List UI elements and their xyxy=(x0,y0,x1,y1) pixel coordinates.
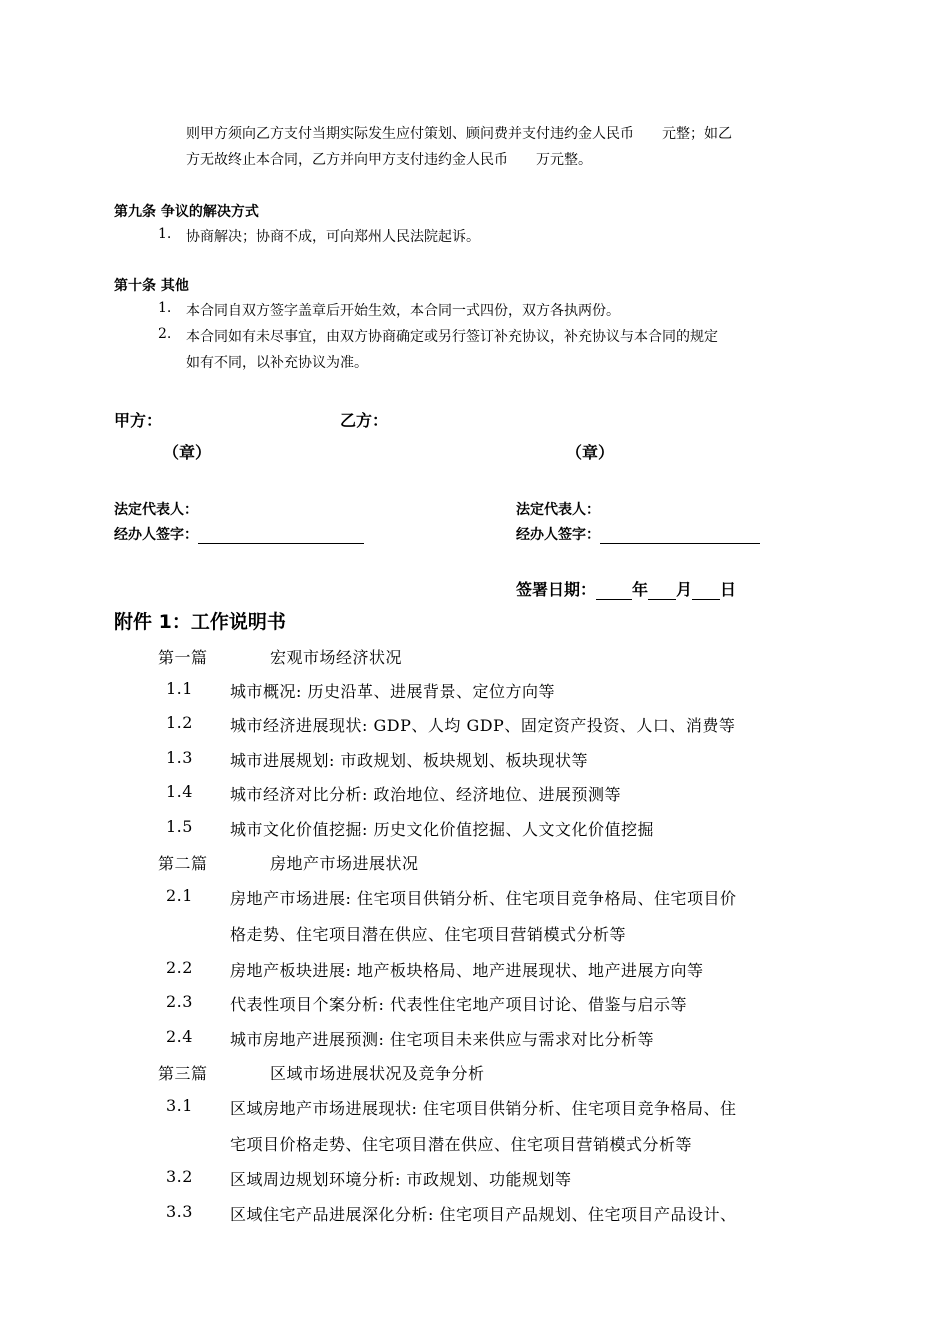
day-label: 日 xyxy=(720,580,737,599)
item-3-1-continuation: 宅项目价格走势、住宅项目潜在供应、住宅项目营销模式分析等 xyxy=(230,1135,693,1154)
chapter-2-title: 房地产市场进展状况 xyxy=(270,854,419,873)
party-a-legal-rep: 法定代表人： xyxy=(114,502,198,518)
item-2-4-text: 城市房地产进展预测: 住宅项目未来供应与需求对比分析等 xyxy=(230,1030,654,1049)
item-1-2-number: 1.2 xyxy=(166,713,193,732)
item-2-1-text: 房地产市场进展: 住宅项目供销分析、住宅项目竞争格局、住宅项目价 xyxy=(230,889,737,908)
party-b-agent-signature xyxy=(516,524,760,544)
party-b-seal: （章） xyxy=(566,443,615,462)
chapter-2-label: 第二篇 xyxy=(158,854,208,873)
party-a-seal: （章） xyxy=(163,443,212,462)
article-10-item-1-number: 1. xyxy=(158,300,172,316)
article-10-item-1-text: 本合同自双方签字盖章后开始生效，本合同一式四份，双方各执两份。 xyxy=(186,303,620,319)
item-1-5-number: 1.5 xyxy=(166,817,193,836)
party-b-signature-line xyxy=(600,529,760,544)
attachment-title: 附件 1：工作说明书 xyxy=(114,611,286,633)
clause-continuation-line-1: 则甲方须向乙方支付当期实际发生应付策划、顾问费并支付违约金人民币 元整；如乙 xyxy=(186,126,732,142)
signing-date-label: 签署日期： xyxy=(516,580,597,599)
item-1-4-number: 1.4 xyxy=(166,782,193,801)
item-2-2-number: 2.2 xyxy=(166,958,193,977)
item-1-2-text: 城市经济进展现状: GDP、人均 GDP、固定资产投资、人口、消费等 xyxy=(230,716,736,735)
article-10-item-2-text: 本合同如有未尽事宜，由双方协商确定或另行签订补充协议，补充协议与本合同的规定 xyxy=(186,329,718,345)
party-b-label: 乙方： xyxy=(340,411,389,430)
item-2-3-number: 2.3 xyxy=(166,992,193,1011)
party-a-agent-signature xyxy=(114,524,364,544)
item-3-1-number: 3.1 xyxy=(166,1096,193,1115)
item-2-2-text: 房地产板块进展: 地产板块格局、地产进展现状、地产进展方向等 xyxy=(230,961,704,980)
item-1-1-number: 1.1 xyxy=(166,679,193,698)
signing-date xyxy=(516,577,736,600)
item-2-4-number: 2.4 xyxy=(166,1027,193,1046)
article-9-item-text: 协商解决；协商不成，可向郑州人民法院起诉。 xyxy=(186,229,480,245)
article-9-heading: 第九条 争议的解决方式 xyxy=(114,204,259,220)
month-label: 月 xyxy=(676,580,693,599)
year-label: 年 xyxy=(632,580,649,599)
item-1-3-text: 城市进展规划: 市政规划、板块规划、板块现状等 xyxy=(230,751,588,770)
article-10-item-2-number: 2. xyxy=(158,326,172,342)
chapter-3-title: 区域市场进展状况及竞争分析 xyxy=(270,1064,485,1083)
party-a-signature-line xyxy=(198,529,364,544)
item-2-3-text: 代表性项目个案分析: 代表性住宅地产项目讨论、借鉴与启示等 xyxy=(230,995,687,1014)
item-3-3-number: 3.3 xyxy=(166,1202,193,1221)
party-a-agent-label: 经办人签字： xyxy=(114,527,198,543)
item-1-1-text: 城市概况: 历史沿革、进展背景、定位方向等 xyxy=(230,682,555,701)
clause-continuation-line-2: 方无故终止本合同，乙方并向甲方支付违约金人民币 万元整。 xyxy=(186,152,592,168)
chapter-1-title: 宏观市场经济状况 xyxy=(270,648,403,667)
item-3-3-text: 区域住宅产品进展深化分析: 住宅项目产品规划、住宅项目产品设计、 xyxy=(230,1205,737,1224)
month-blank xyxy=(648,583,676,600)
item-2-1-continuation: 格走势、住宅项目潜在供应、住宅项目营销模式分析等 xyxy=(230,925,627,944)
article-10-heading: 第十条 其他 xyxy=(114,278,189,294)
party-a-label: 甲方： xyxy=(114,411,163,430)
party-b-agent-label: 经办人签字： xyxy=(516,527,600,543)
item-3-2-text: 区域周边规划环境分析: 市政规划、功能规划等 xyxy=(230,1170,572,1189)
party-b-legal-rep: 法定代表人： xyxy=(516,502,600,518)
item-3-2-number: 3.2 xyxy=(166,1167,193,1186)
item-2-1-number: 2.1 xyxy=(166,886,193,905)
article-10-item-2-continuation: 如有不同，以补充协议为准。 xyxy=(186,355,368,371)
item-1-4-text: 城市经济对比分析: 政治地位、经济地位、进展预测等 xyxy=(230,785,621,804)
item-1-5-text: 城市文化价值挖掘: 历史文化价值挖掘、人文文化价值挖掘 xyxy=(230,820,654,839)
year-blank xyxy=(596,583,632,600)
chapter-1-label: 第一篇 xyxy=(158,648,208,667)
day-blank xyxy=(692,583,720,600)
article-9-item-number: 1. xyxy=(158,226,172,242)
item-1-3-number: 1.3 xyxy=(166,748,193,767)
chapter-3-label: 第三篇 xyxy=(158,1064,208,1083)
item-3-1-text: 区域房地产市场进展现状: 住宅项目供销分析、住宅项目竞争格局、住 xyxy=(230,1099,737,1118)
